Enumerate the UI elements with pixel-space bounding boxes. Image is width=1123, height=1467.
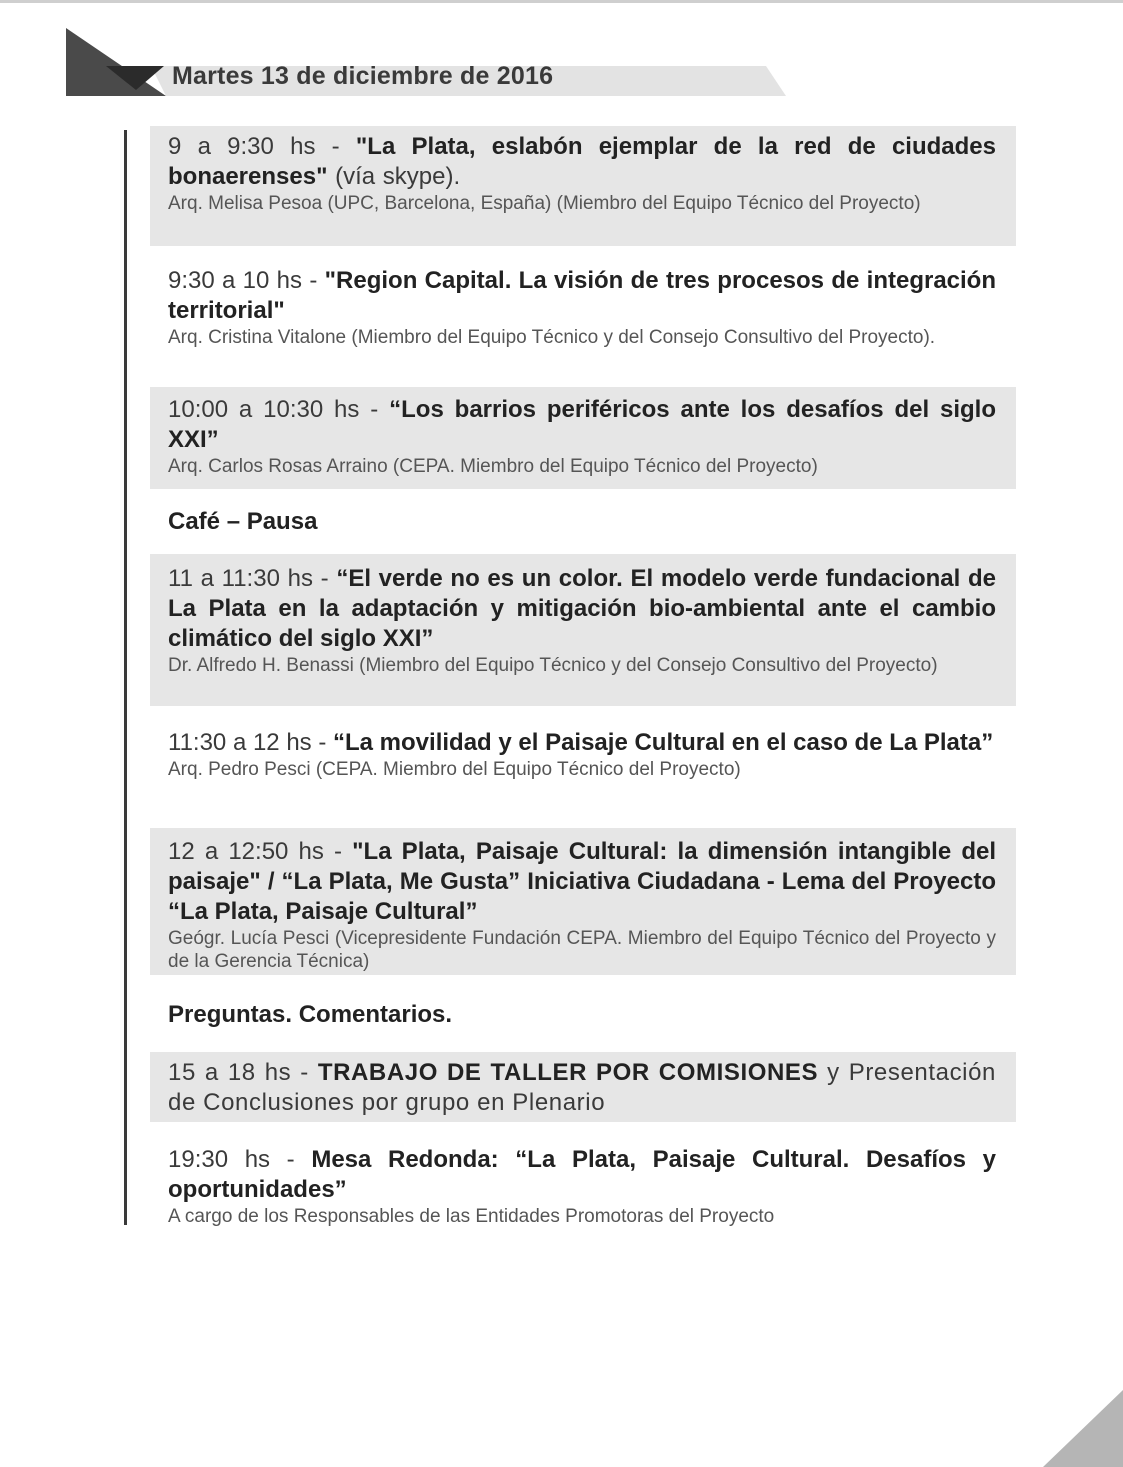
session-title: “La movilidad y el Paisaje Cultural en el caso de La Plata” xyxy=(333,729,994,756)
session-time: 10:00 a 10:30 hs - xyxy=(168,396,390,423)
session-note: y Presentación de Conclusiones por grupo en Plenario xyxy=(168,1059,996,1116)
session-block xyxy=(150,725,1016,815)
session-speaker: Arq. Carlos Rosas Arraino (CEPA. Miembro del Equipo Técnico del Proyecto) xyxy=(168,456,818,477)
corner-decoration xyxy=(1043,1390,1123,1467)
session-block xyxy=(150,387,1016,489)
page-title: Martes 13 de diciembre de 2016 xyxy=(172,62,554,90)
session-block xyxy=(150,1142,1016,1232)
session-time: 9:30 a 10 hs - xyxy=(168,267,325,294)
session-block xyxy=(150,828,1016,975)
session-time: 11:30 a 12 hs - xyxy=(168,729,333,756)
session-block xyxy=(150,554,1016,706)
session-speaker: A cargo de los Responsables de las Entidades Promotoras del Proyecto xyxy=(168,1206,775,1227)
session-title: TRABAJO DE TALLER POR COMISIONES xyxy=(317,1059,819,1086)
questions-label: Preguntas. Comentarios. xyxy=(168,1001,453,1028)
session-title: “Los barrios periféricos ante los desafíos del siglo XXI” xyxy=(168,396,996,453)
session-block xyxy=(150,262,1016,374)
session-block xyxy=(150,126,1016,246)
session-block xyxy=(150,1052,1016,1122)
session-speaker: Arq. Cristina Vitalone (Miembro del Equipo Técnico y del Consejo Consultivo del Proyecto). xyxy=(168,327,936,348)
session-title: “El verde no es un color. El modelo verde fundacional de La Plata en la adaptación y mitigación bio-ambiental ante el cambio climático del siglo XXI” xyxy=(168,565,996,652)
session-speaker: Dr. Alfredo H. Benassi (Miembro del Equipo Técnico y del Consejo Consultivo del Proyecto) xyxy=(168,655,938,676)
session-title: Mesa Redonda: “La Plata, Paisaje Cultural. Desafíos y oportunidades” xyxy=(168,1146,997,1203)
session-time: 9 a 9:30 hs - xyxy=(168,133,356,160)
session-time: 19:30 hs - xyxy=(168,1146,312,1173)
session-title: "La Plata, eslabón ejemplar de la red de ciudades bonaerenses" xyxy=(168,133,996,190)
timeline-line xyxy=(124,130,127,1225)
session-time: 15 a 18 hs - xyxy=(168,1059,318,1086)
session-title: "Region Capital. La visión de tres procesos de integración territorial" xyxy=(168,267,996,324)
session-time: 12 a 12:50 hs - xyxy=(168,838,353,865)
coffee-break-label: Café – Pausa xyxy=(168,508,318,535)
session-title: "La Plata, Paisaje Cultural: la dimensión intangible del paisaje" / “La Plata, Me Gusta” Iniciativa Ciudadana - Lema del Proyecto “La Plata, Paisaje Cultural” xyxy=(168,838,996,925)
top-rule xyxy=(0,0,1123,3)
session-speaker: Arq. Melisa Pesoa (UPC, Barcelona, España) (Miembro del Equipo Técnico del Proyecto) xyxy=(168,193,921,214)
session-time: 11 a 11:30 hs - xyxy=(168,565,337,592)
session-speaker: Arq. Pedro Pesci (CEPA. Miembro del Equipo Técnico del Proyecto) xyxy=(168,759,741,780)
session-speaker: Geógr. Lucía Pesci (Vicepresidente Fundación CEPA. Miembro del Equipo Técnico del Proyecto y de la Gerencia Técnica) xyxy=(168,928,996,972)
session-note: (vía skype). xyxy=(327,163,461,190)
